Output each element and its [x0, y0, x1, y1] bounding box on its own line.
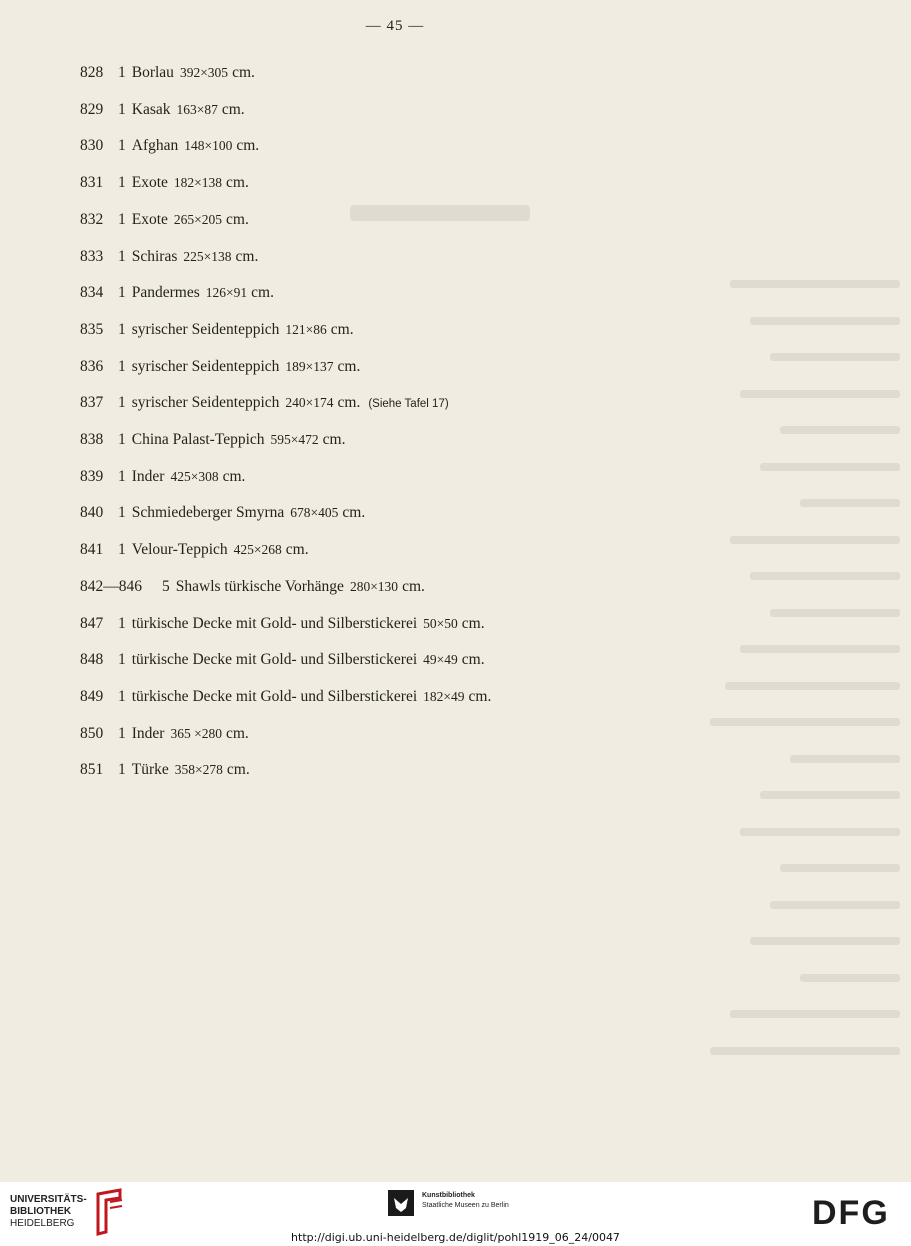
- entry-quantity: 1: [118, 174, 126, 192]
- entry-quantity: 1: [118, 761, 126, 779]
- catalog-entry: [80, 64, 263, 82]
- catalog-entry: [80, 137, 267, 155]
- entry-dimensions: 425×308: [170, 468, 219, 484]
- entry-dimensions: 50×50: [423, 615, 458, 631]
- entry-number: 851: [80, 761, 104, 779]
- entry-unit: cm.: [461, 651, 485, 669]
- bleed-through-line: [750, 937, 900, 945]
- entry-number: 829: [80, 100, 104, 118]
- entry-number: 832: [80, 210, 104, 228]
- catalog-entry: [80, 725, 257, 743]
- entry-number: 836: [80, 357, 104, 375]
- entry-quantity: 1: [118, 651, 126, 669]
- entry-number: 841: [80, 541, 104, 559]
- ub-logo-line1: UNIVERSITÄTS-: [10, 1194, 87, 1205]
- entry-unit: cm.: [330, 320, 354, 338]
- entry-dimensions: 358×278: [174, 762, 223, 778]
- entry-unit: cm.: [236, 137, 260, 155]
- catalog-entry: [80, 578, 433, 596]
- catalog-entry: [80, 358, 368, 376]
- catalog-entry: [80, 211, 257, 229]
- bleed-through-line: [770, 901, 900, 909]
- bleed-through-line: [760, 791, 900, 799]
- entry-quantity: 1: [118, 541, 126, 559]
- kunstbibliothek-logo-text[interactable]: [422, 1191, 509, 1211]
- entry-note: (Siehe Tafel 17): [368, 398, 449, 411]
- entry-quantity: 1: [118, 100, 126, 118]
- bleed-through-line: [725, 682, 900, 690]
- entry-unit: cm.: [402, 577, 425, 595]
- bleed-through-line: [790, 755, 900, 763]
- entry-unit: cm.: [337, 394, 361, 412]
- entry-quantity: 5: [162, 577, 170, 595]
- entry-number: 828: [80, 64, 104, 81]
- entry-dimensions: 425×268: [233, 542, 282, 558]
- bleed-through-line: [710, 718, 900, 726]
- entry-name: syrischer Seidenteppich: [131, 394, 280, 412]
- entry-unit: cm.: [221, 100, 245, 118]
- bleed-through-line: [780, 864, 900, 872]
- kb-line1: Kunstbibliothek: [422, 1192, 475, 1199]
- entry-number: 838: [80, 431, 104, 448]
- bleed-through-line: [770, 609, 900, 617]
- entry-unit: cm.: [226, 174, 249, 192]
- entry-quantity: 1: [118, 137, 126, 155]
- entry-name: Velour-Teppich: [131, 541, 228, 559]
- entry-name: syrischer Seidenteppich: [131, 357, 280, 375]
- entry-number: 834: [80, 284, 104, 302]
- bleed-through-line: [730, 536, 900, 544]
- bleed-through-line: [750, 317, 900, 325]
- bleed-through-heading: [350, 205, 530, 221]
- entry-unit: cm.: [232, 64, 255, 81]
- entry-quantity: 1: [118, 504, 126, 522]
- entry-quantity: 1: [118, 247, 126, 265]
- entry-name: Exote: [131, 174, 168, 192]
- entry-dimensions: 163×87: [176, 101, 218, 117]
- entry-unit: cm.: [337, 357, 361, 375]
- entry-name: syrischer Seidenteppich: [131, 320, 280, 338]
- entry-dimensions: 148×100: [184, 138, 233, 154]
- entry-name: Afghan: [131, 137, 179, 155]
- entry-dimensions: 225×138: [183, 248, 232, 264]
- entry-name: Schiras: [131, 247, 178, 265]
- entry-quantity: 1: [118, 394, 126, 412]
- entry-name: Exote: [131, 210, 168, 228]
- entry-dimensions: 121×86: [285, 321, 327, 337]
- bleed-through-line: [740, 828, 900, 836]
- entry-unit: cm.: [226, 761, 250, 779]
- bleed-through-line: [780, 426, 900, 434]
- entry-number: 831: [80, 174, 104, 192]
- catalog-entry: [80, 688, 499, 706]
- entry-number: 850: [80, 724, 104, 742]
- page-number: — 45 —: [365, 18, 425, 34]
- entry-number: 840: [80, 504, 104, 522]
- entry-name: China Palast-Teppich: [131, 431, 265, 448]
- catalog-entry: [80, 651, 493, 669]
- catalog-entry: [80, 284, 282, 302]
- entry-quantity: 1: [118, 64, 126, 81]
- entry-unit: cm.: [342, 504, 366, 522]
- entry-number: 847: [80, 614, 104, 632]
- bleed-through-line: [760, 463, 900, 471]
- entry-number: 849: [80, 687, 104, 705]
- catalog-entry: [80, 321, 362, 339]
- dfg-logo[interactable]: DFG: [812, 1194, 890, 1232]
- entry-number: 848: [80, 651, 104, 669]
- entry-unit: cm.: [251, 284, 274, 302]
- entry-name: Inder: [131, 724, 165, 742]
- entry-dimensions: 182×138: [173, 175, 223, 191]
- entry-number: 839: [80, 467, 104, 485]
- entry-quantity: 1: [118, 431, 126, 448]
- entry-name: Türke: [131, 761, 169, 779]
- entry-unit: cm.: [225, 724, 249, 742]
- entry-quantity: 1: [118, 320, 126, 338]
- entry-name: Borlau: [131, 64, 174, 81]
- catalog-entry: [80, 174, 257, 192]
- catalog-entry: [80, 504, 373, 522]
- catalog-entry: [80, 761, 258, 779]
- entry-unit: cm.: [322, 431, 346, 448]
- entry-number: 835: [80, 320, 104, 338]
- entry-unit: cm.: [222, 467, 246, 485]
- entry-dimensions: 392×305: [179, 65, 229, 80]
- university-library-book-icon: [92, 1188, 126, 1236]
- entry-quantity: 1: [118, 687, 126, 705]
- entry-number: 837: [80, 394, 104, 412]
- bleed-through-line: [740, 390, 900, 398]
- entry-name: türkische Decke mit Gold- und Silberstickerei: [131, 651, 418, 669]
- entry-quantity: 1: [118, 210, 126, 228]
- entry-number: 842—846: [80, 577, 142, 595]
- entry-unit: cm.: [285, 541, 309, 559]
- catalog-entry: [80, 101, 253, 119]
- bleed-through-line: [750, 572, 900, 580]
- entry-number: 830: [80, 137, 104, 155]
- ub-logo-line2: BIBLIOTHEK: [10, 1206, 72, 1217]
- entry-name: Kasak: [131, 100, 171, 118]
- entry-dimensions: 182×49: [423, 688, 465, 704]
- entry-name: Inder: [131, 467, 165, 485]
- entry-dimensions: 189×137: [285, 358, 334, 374]
- entry-quantity: 1: [118, 357, 126, 375]
- entry-name: türkische Decke mit Gold- und Silberstickerei: [131, 614, 418, 632]
- catalog-entry: [80, 394, 449, 412]
- bleed-through-line: [800, 499, 900, 507]
- entry-dimensions: 126×91: [205, 285, 248, 301]
- kunstbibliothek-eagle-icon: [388, 1190, 414, 1216]
- entry-dimensions: 265×205: [173, 211, 223, 227]
- entry-unit: cm.: [468, 687, 492, 705]
- footer-bar: [0, 1182, 911, 1246]
- entry-quantity: 1: [118, 284, 126, 302]
- entry-name: Pandermes: [131, 284, 200, 302]
- entry-quantity: 1: [118, 614, 126, 632]
- catalog-entry: [80, 431, 353, 449]
- entry-number: 833: [80, 247, 104, 265]
- entry-dimensions: 365 ×280: [170, 725, 222, 741]
- bleed-through-line: [710, 1047, 900, 1055]
- catalog-entry: [80, 468, 253, 486]
- entry-name: Schmiedeberger Smyrna: [131, 504, 285, 522]
- entry-dimensions: 280×130: [349, 578, 399, 594]
- bleed-through-line: [730, 280, 900, 288]
- bleed-through-text: [700, 280, 900, 1140]
- ub-heidelberg-logo[interactable]: [10, 1194, 87, 1230]
- catalog-entry: [80, 615, 493, 633]
- entry-quantity: 1: [118, 724, 126, 742]
- entry-dimensions: 240×174: [285, 395, 334, 411]
- bleed-through-line: [730, 1010, 900, 1018]
- entry-name: Shawls türkische Vorhänge: [175, 577, 344, 595]
- bleed-through-line: [800, 974, 900, 982]
- ub-logo-line3: HEIDELBERG: [10, 1218, 75, 1229]
- bleed-through-line: [740, 645, 900, 653]
- source-url-link[interactable]: http://digi.ub.uni-heidelberg.de/diglit/pohl1919_06_24/0047: [291, 1231, 620, 1244]
- entry-unit: cm.: [235, 247, 259, 265]
- entry-unit: cm.: [461, 614, 485, 632]
- entry-quantity: 1: [118, 467, 126, 485]
- catalog-entry: [80, 541, 317, 559]
- catalog-entry: [80, 248, 266, 266]
- entry-dimensions: 595×472: [270, 432, 319, 447]
- entry-dimensions: 49×49: [423, 652, 458, 668]
- bleed-through-line: [770, 353, 900, 361]
- entry-unit: cm.: [226, 210, 249, 228]
- entry-dimensions: 678×405: [290, 505, 339, 521]
- entry-name: türkische Decke mit Gold- und Silberstickerei: [131, 687, 418, 705]
- kb-line2: Staatliche Museen zu Berlin: [422, 1202, 509, 1209]
